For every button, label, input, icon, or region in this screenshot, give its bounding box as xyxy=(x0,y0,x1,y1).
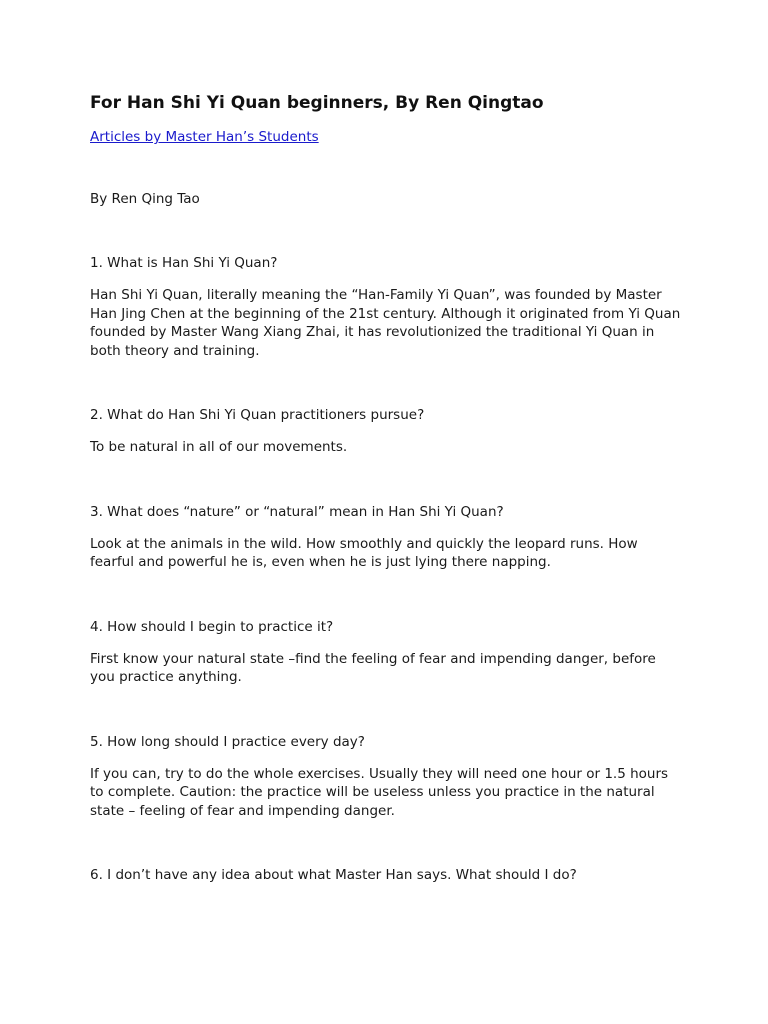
question-1: 1. What is Han Shi Yi Quan? xyxy=(90,255,278,271)
question-3: 3. What does “nature” or “natural” mean in Han Shi Yi Quan? xyxy=(90,503,504,520)
qa-section-3 xyxy=(90,503,678,572)
qa-section-6 xyxy=(90,866,678,884)
answer-2: To be natural in all of our movements. xyxy=(90,439,348,455)
question-2: 2. What do Han Shi Yi Quan practitioners pursue? xyxy=(90,407,425,423)
question-4: 4. How should I begin to practice it? xyxy=(90,618,334,635)
qa-section-1 xyxy=(90,254,681,360)
qa-section-2 xyxy=(90,406,678,457)
qa-section-5 xyxy=(90,733,678,821)
document-title: For Han Shi Yi Quan beginners, By Ren Qingtao xyxy=(90,93,544,113)
answer-3: Look at the animals in the wild. How smoothly and quickly the leopard runs. How fearful and powerful he is, even when he is just lying there napping. xyxy=(90,535,638,570)
answer-1: Han Shi Yi Quan, literally meaning the “Han-Family Yi Quan”, was founded by Master Han Jing Chen at the beginning of the 21st century. Although it originated from Yi Quan founded by Master Wang Xiang Zhai, it has revolutionized the traditional Yi Quan in both theory and training. xyxy=(90,287,681,359)
question-5: 5. How long should I practice every day? xyxy=(90,733,365,750)
answer-4: First know your natural state –find the feeling of fear and impending danger, before you practice anything. xyxy=(90,650,656,685)
question-6: 6. I don’t have any idea about what Master Han says. What should I do? xyxy=(90,867,577,883)
category-link[interactable]: Articles by Master Han’s Students xyxy=(90,129,319,145)
qa-section-4 xyxy=(90,618,678,687)
answer-5: If you can, try to do the whole exercises. Usually they will need one hour or 1.5 hours to complete. Caution: the practice will be useless unless you practice in the natural state – feeling of fear and impending danger. xyxy=(90,765,669,819)
author-byline: By Ren Qing Tao xyxy=(90,191,200,207)
